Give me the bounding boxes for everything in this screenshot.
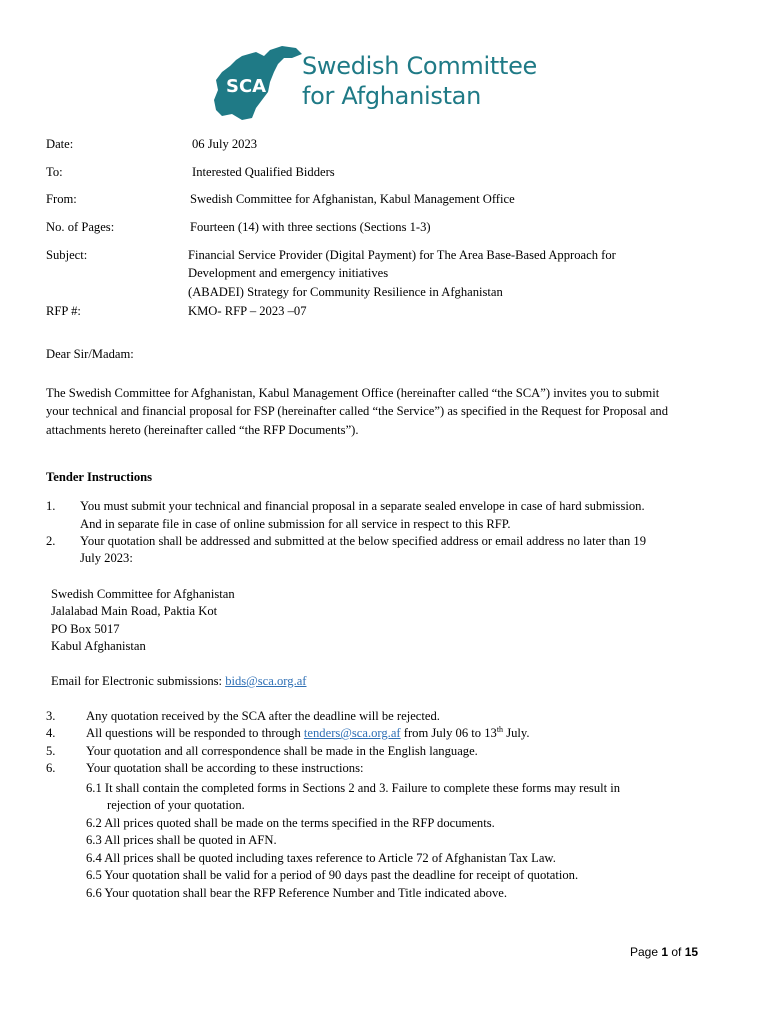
intro-line-2: your technical and financial proposal for FSP (hereinafter called “the Service”) as specified in the Request for Proposal and: [46, 404, 669, 418]
subject-line-3: (ABADEI) Strategy for Community Resilience in Afghanistan: [188, 285, 503, 299]
item-2-line-2: July 2023:: [80, 551, 133, 565]
item-5-text: Your quotation and all correspondence shall be made in the English language.: [86, 744, 478, 758]
item-5-number: 5.: [46, 744, 56, 758]
date-label: Date:: [46, 137, 74, 151]
from-label: From:: [46, 192, 77, 206]
sub-item-6-1: 6.1 It shall contain the completed forms in Sections 2 and 3. Failure to complete these forms may result in: [86, 781, 621, 795]
item-1-line-1: You must submit your technical and financial proposal in a separate sealed envelope in case of hard submission.: [80, 499, 645, 513]
page-total: 15: [684, 945, 699, 959]
salutation: Dear Sir/Madam:: [46, 347, 134, 361]
intro-line-1: The Swedish Committee for Afghanistan, Kabul Management Office (hereinafter called “the SCA”) invites you to submit: [46, 386, 660, 400]
email-line: [51, 673, 307, 690]
sub-item-6-1-cont: rejection of your quotation.: [107, 798, 245, 812]
sub-item-6-3: 6.3 All prices shall be quoted in AFN.: [86, 833, 277, 847]
tenders-email-link[interactable]: tenders@sca.org.af: [303, 726, 401, 740]
sub-item-6-6: 6.6 Your quotation shall bear the RFP Reference Number and Title indicated above.: [86, 886, 507, 900]
page-current: 1: [661, 945, 669, 959]
item-1-line-2: And in separate file in case of online submission for all service in respect to this RFP.: [80, 517, 511, 531]
of-word: of: [668, 945, 685, 959]
rfp-label: RFP #:: [46, 304, 81, 318]
item-2-number: 2.: [46, 534, 56, 548]
date-value: 06 July 2023: [192, 137, 258, 151]
subject-label: Subject:: [46, 248, 88, 262]
item-3-text: Any quotation received by the SCA after the deadline will be rejected.: [86, 709, 440, 723]
sub-item-6-4: 6.4 All prices shall be quoted including taxes reference to Article 72 of Afghanistan Tax Law.: [86, 851, 556, 865]
from-value: Swedish Committee for Afghanistan, Kabul Management Office: [190, 192, 515, 206]
item-4-sup: th: [496, 724, 504, 734]
item-6-number: 6.: [46, 761, 56, 775]
to-value: Interested Qualified Bidders: [192, 165, 335, 179]
item-1-number: 1.: [46, 499, 56, 513]
pages-value: Fourteen (14) with three sections (Sections 1-3): [190, 220, 431, 234]
tender-instructions-heading: Tender Instructions: [46, 470, 153, 484]
to-label: To:: [46, 165, 63, 179]
sub-item-6-5: 6.5 Your quotation shall be valid for a period of 90 days past the deadline for receipt of quotation.: [86, 868, 579, 882]
page-word: Page: [630, 945, 662, 959]
item-4-text: [86, 725, 530, 742]
logo-abbr: SCA: [226, 76, 267, 97]
email-label: Email for Electronic submissions:: [51, 674, 226, 688]
address-line-4: Kabul Afghanistan: [51, 639, 146, 653]
rfp-value: KMO- RFP – 2023 –07: [188, 304, 307, 318]
page-number: [630, 944, 698, 961]
item-4-number: 4.: [46, 726, 56, 740]
org-name-line2: for Afghanistan: [302, 82, 482, 110]
item-2-line-1: Your quotation shall be addressed and submitted at the below specified address or email address no later than 19: [80, 534, 646, 548]
subject-line-2: Development and emergency initiatives: [188, 266, 389, 280]
subject-line-1: Financial Service Provider (Digital Payment) for The Area Base-Based Approach for: [188, 248, 616, 262]
address-line-3: PO Box 5017: [51, 622, 120, 636]
address-line-1: Swedish Committee for Afghanistan: [51, 587, 235, 601]
item-6-text: Your quotation shall be according to these instructions:: [86, 761, 364, 775]
org-name-line1: Swedish Committee: [302, 52, 537, 80]
sub-item-6-2: 6.2 All prices quoted shall be made on the terms specified in the RFP documents.: [86, 816, 495, 830]
pages-label: No. of Pages:: [46, 220, 115, 234]
sca-logo: [212, 44, 542, 122]
item-4-post: July.: [503, 726, 530, 740]
intro-line-3: attachments hereto (hereinafter called “the RFP Documents”).: [46, 423, 359, 437]
afghanistan-map-icon: [212, 44, 304, 122]
address-line-2: Jalalabad Main Road, Paktia Kot: [51, 604, 218, 618]
item-4-mid: from July 06 to 13: [400, 726, 497, 740]
item-3-number: 3.: [46, 709, 56, 723]
item-4-pre: All questions will be responded to through: [86, 726, 304, 740]
bids-email-link[interactable]: bids@sca.org.af: [225, 674, 307, 688]
